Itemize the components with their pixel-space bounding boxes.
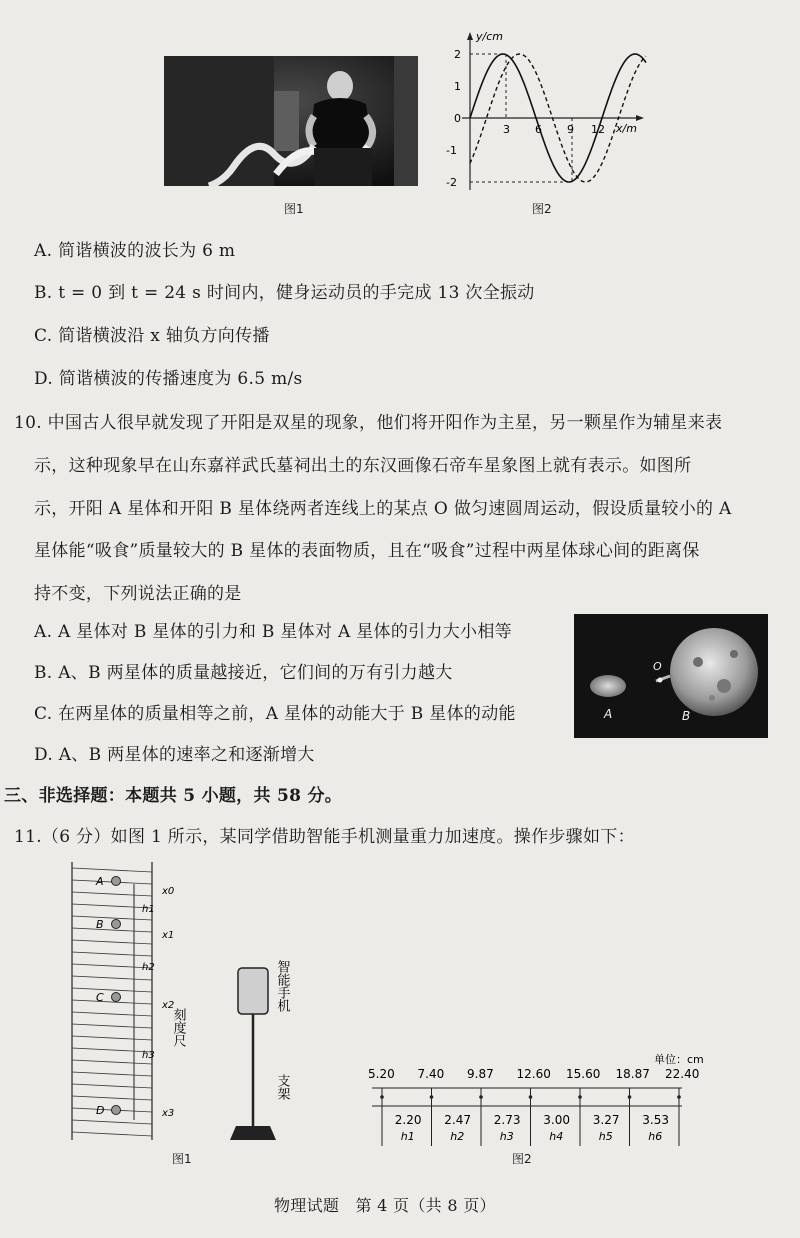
tape-interval-value: 3.00 xyxy=(543,1113,570,1127)
tape-interval-label: h5 xyxy=(598,1130,613,1143)
graph-x-tick: 12 xyxy=(591,123,605,136)
ruler-graduation-line xyxy=(72,1060,152,1064)
ruler-graduation-line xyxy=(72,1096,152,1100)
graph-x-tick: 6 xyxy=(535,123,542,136)
ruler-graduation-line xyxy=(72,952,152,956)
graph-x-tick: 3 xyxy=(503,123,510,136)
ruler-graduation-line xyxy=(72,940,152,944)
ball-label-d: D xyxy=(96,1104,105,1117)
tape-top-value: 7.40 xyxy=(417,1067,445,1081)
q11-fig2-caption: 图2 xyxy=(512,1152,532,1166)
q10-option-a: A. A 星体对 B 星体的引力和 B 星体对 A 星体的引力大小相等 xyxy=(34,622,512,642)
ruler-graduation-line xyxy=(72,1072,152,1076)
ruler-graduation-line xyxy=(72,868,152,872)
graph-y-tick: -2 xyxy=(446,176,457,189)
graph-y-tick: -1 xyxy=(446,144,457,157)
tape-interval-value: 2.73 xyxy=(493,1113,521,1127)
tape-dot xyxy=(677,1095,681,1099)
ruler-graduation-line xyxy=(72,916,152,920)
wave-graph xyxy=(440,28,680,198)
athlete-battle-rope-photo xyxy=(164,56,418,186)
tape-top-value: 15.60 xyxy=(566,1067,601,1081)
tape-dot xyxy=(529,1095,533,1099)
ruler-graduation-line xyxy=(72,1120,152,1124)
tape-interval-label: h3 xyxy=(499,1130,514,1143)
q9-option-a: A. 简谐横波的波长为 6 m xyxy=(34,241,236,261)
ruler-figure xyxy=(60,858,300,1168)
binary-star-image xyxy=(574,614,768,738)
tape-interval-label: h2 xyxy=(450,1130,465,1143)
ruler-graduation-line xyxy=(72,1084,152,1088)
q10-stem-line: 示，开阳 A 星体和开阳 B 星体绕两者连线上的某点 O 做匀速圆周运动，假设质量较小的 A xyxy=(34,499,732,519)
graph-y-tick: 1 xyxy=(454,80,461,93)
position-label: x2 xyxy=(162,1000,175,1011)
tape-dot xyxy=(430,1095,434,1099)
tape-interval-label: h6 xyxy=(648,1130,663,1143)
ball-label-b: B xyxy=(96,918,104,931)
position-label: x1 xyxy=(162,930,175,941)
height-label: h2 xyxy=(142,962,155,973)
ruler-graduation-line xyxy=(72,1048,152,1052)
ruler-label: 刻度尺 xyxy=(170,1008,186,1047)
graph-y-tick: 0 xyxy=(454,112,461,125)
q10-stem-line: 星体能“吸食”质量较大的 B 星体的表面物质，且在“吸食”过程中两星体球心间的距离保 xyxy=(34,541,700,561)
q10-stem-line: 10. 中国古人很早就发现了开阳是双星的现象，他们将开阳作为主星，另一颗星作为辅星来表 xyxy=(14,413,723,433)
ruler-graduation-line xyxy=(72,1012,152,1016)
tape-top-value: 5.20 xyxy=(368,1067,395,1081)
ruler-graduations xyxy=(72,868,152,1136)
stand-label: 支架 xyxy=(274,1074,290,1100)
q10-option-d: D. A、B 两星体的速率之和逐渐增大 xyxy=(34,745,315,765)
page-footer: 物理试题 第 4 页（共 8 页） xyxy=(274,1196,496,1215)
tape-dot xyxy=(628,1095,632,1099)
ruler-graduation-line xyxy=(72,964,152,968)
ruler-graduation-line xyxy=(72,892,152,896)
q9-option-d: D. 简谐横波的传播速度为 6.5 m/s xyxy=(34,369,303,389)
tape-interval-label: h1 xyxy=(400,1130,415,1143)
tape-interval-value: 2.47 xyxy=(444,1113,471,1127)
height-label: h1 xyxy=(142,904,155,915)
q10-option-c: C. 在两星体的质量相等之前，A 星体的动能大于 B 星体的动能 xyxy=(34,704,516,724)
tape-top-value: 12.60 xyxy=(516,1067,551,1081)
graph-y-label: y/cm xyxy=(476,30,503,43)
q9-option-c: C. 简谐横波沿 x 轴负方向传播 xyxy=(34,326,270,346)
tape-top-value: 9.87 xyxy=(467,1067,494,1081)
graph-x-tick: 9 xyxy=(567,123,574,136)
top-fig2-caption: 图2 xyxy=(532,202,552,216)
tape-interval-value: 3.27 xyxy=(592,1113,620,1127)
position-label: x3 xyxy=(162,1108,175,1119)
tape-unit: 单位：cm xyxy=(654,1053,704,1066)
ruler-graduation-line xyxy=(72,928,152,932)
tape-interval-value: 2.20 xyxy=(394,1113,422,1127)
tape-dot xyxy=(578,1095,582,1099)
tape-interval-value: 3.53 xyxy=(642,1113,669,1127)
q11-fig1-caption: 图1 xyxy=(172,1152,192,1166)
phone-label: 智能手机 xyxy=(274,960,290,1012)
tape-figure xyxy=(362,1050,742,1150)
q10-stem-line: 持不变，下列说法正确的是 xyxy=(34,584,242,604)
ruler-graduation-line xyxy=(72,1132,152,1136)
tape-top-value: 18.87 xyxy=(615,1067,650,1081)
tape-top-value: 22.40 xyxy=(665,1067,700,1081)
top-fig1-caption: 图1 xyxy=(284,202,304,216)
q10-stem-line: 示，这种现象早在山东嘉祥武氏墓祠出土的东汉画像石帝车星象图上就有表示。如图所 xyxy=(34,456,692,476)
graph-x-label: x/m xyxy=(616,122,637,135)
q11-stem: 11.（6 分）如图 1 所示，某同学借助智能手机测量重力加速度。操作步骤如下： xyxy=(14,827,635,847)
section3-heading: 三、非选择题：本题共 5 小题，共 58 分。 xyxy=(4,786,343,806)
ball-label-a: A xyxy=(96,875,104,888)
position-label: x0 xyxy=(162,886,175,897)
ruler-graduation-line xyxy=(72,1024,152,1028)
star-label-b: B xyxy=(682,709,691,723)
star-label-o: O xyxy=(653,660,662,673)
tape-dot xyxy=(380,1095,384,1099)
ruler-graduation-line xyxy=(72,988,152,992)
ruler-graduation-line xyxy=(72,976,152,980)
ruler-graduation-line xyxy=(72,1000,152,1004)
graph-y-tick: 2 xyxy=(454,48,461,61)
ruler-graduation-line xyxy=(72,1036,152,1040)
q9-option-b: B. t = 0 到 t = 24 s 时间内，健身运动员的手完成 13 次全振动 xyxy=(34,283,535,303)
star-label-a: A xyxy=(604,707,613,721)
q10-option-b: B. A、B 两星体的质量越接近，它们间的万有引力越大 xyxy=(34,663,453,683)
tape-interval-label: h4 xyxy=(549,1130,564,1143)
ball-label-c: C xyxy=(96,991,104,1004)
ruler-graduation-line xyxy=(72,904,152,908)
tape-dot xyxy=(479,1095,483,1099)
height-label: h3 xyxy=(142,1050,155,1061)
